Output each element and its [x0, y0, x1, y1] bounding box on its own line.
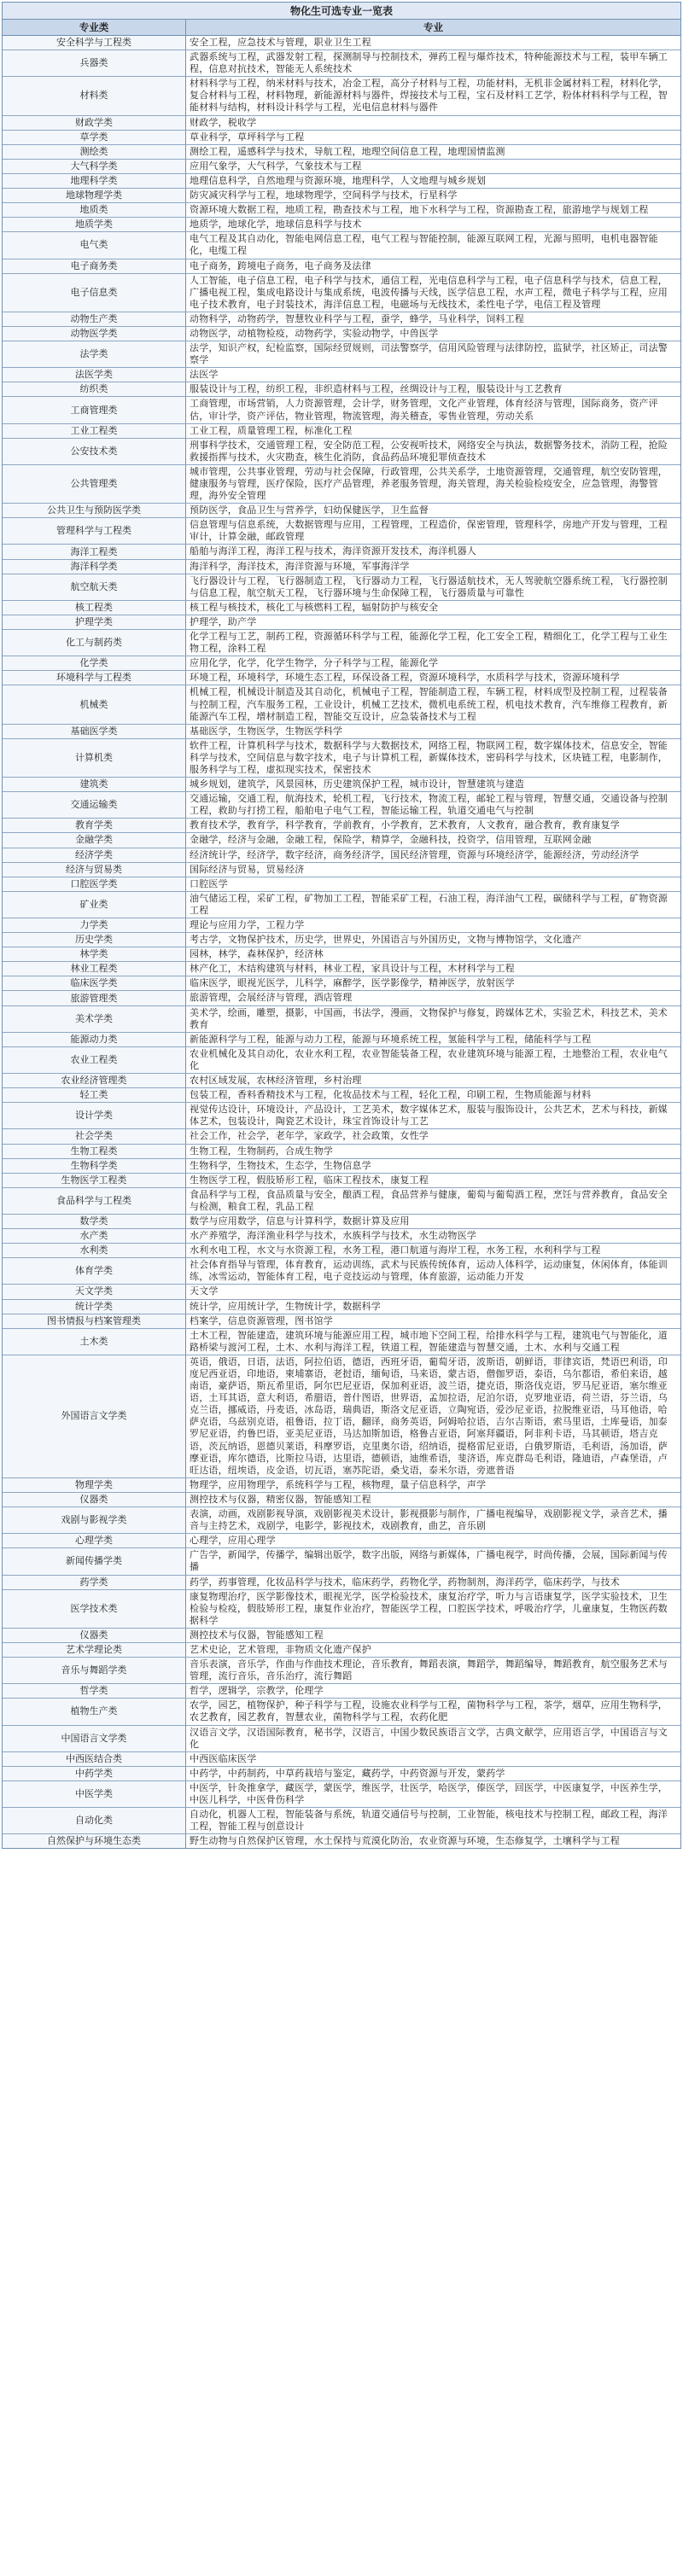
table-row	[3, 116, 680, 131]
table-row	[3, 1159, 680, 1174]
table-row	[3, 50, 680, 77]
table-row	[3, 1258, 680, 1285]
majors-cell: 预防医学，食品卫生与营养学，妇幼保健医学，卫生监督	[190, 504, 429, 516]
table-row	[3, 1767, 680, 1781]
majors-cell: 交通运输，交通工程，航海技术，轮机工程，飞行技术，物流工程，邮轮工程与管理，智慧交通，交通设备与控制工程，救助与打捞工程，船舶电子电气工程，智能运输工程，轨道交通电气与控制	[190, 793, 668, 817]
category-cell: 纺织类	[3, 382, 186, 396]
table-row	[3, 560, 680, 574]
category-cell: 农业工程类	[3, 1047, 186, 1073]
majors-cell: 核工程与核技术，核化工与核燃料工程，辐射防护与核安全	[190, 601, 439, 613]
table-row	[3, 630, 680, 656]
table-row	[3, 1088, 680, 1103]
majors-cell: 土木工程，智能建造，建筑环境与能源应用工程，城市地下空间工程，给排水科学与工程，建筑电气与智能化，道路桥梁与渡河工程，土木、水利与海洋工程，铁道工程，智能建造与智慧交通，土木、水利与交通工程	[190, 1329, 668, 1353]
category-cell: 艺术学理论类	[3, 1643, 186, 1657]
table-row	[3, 1752, 680, 1767]
category-cell: 音乐与舞蹈学类	[3, 1658, 186, 1683]
table-row	[3, 145, 680, 160]
table-row	[3, 504, 680, 518]
majors-cell: 动物科学，动物药学，智慧牧业科学与工程，蚕学，蜂学，马业科学，饲料工程	[190, 312, 524, 324]
table-row	[3, 1129, 680, 1144]
table-row	[3, 36, 680, 50]
table-title: 物化生可选专业一览表	[3, 3, 680, 20]
table-row	[3, 131, 680, 145]
majors-cell: 材料科学与工程，纳米材料与技术，冶金工程，高分子材料与工程，功能材料，无机非金属材料工程，材料化学，复合材料与工程，材料物理，新能源材料与器件，焊接技术与工程，宝石及材料工艺学，粉体材料科学与工程，智能材料与结构，材料设计科学与工程，光电信息材料与器件	[190, 78, 668, 114]
category-cell: 大气科学类	[3, 160, 186, 173]
majors-cell: 财政学，税收学	[190, 116, 257, 128]
majors-cell: 生物医学工程，假肢矫形工程，临床工程技术，康复工程	[190, 1174, 429, 1186]
category-cell: 公安技术类	[3, 439, 186, 464]
category-cell: 公共卫生与预防医学类	[3, 504, 186, 517]
table-row	[3, 947, 680, 962]
category-cell: 核工程类	[3, 601, 186, 615]
table-row	[3, 918, 680, 933]
category-cell: 中药学类	[3, 1767, 186, 1780]
majors-cell: 草业科学，草坪科学与工程	[190, 131, 305, 143]
majors-cell: 中医学，针灸推拿学，藏医学，蒙医学，维医学，壮医学，哈医学，傣医学，回医学，中医康复学，中医养生学，中医儿科学，中医骨伤科学	[190, 1781, 668, 1805]
majors-cell: 测绘工程，遥感科学与技术，导航工程，地理空间信息工程，地理国情监测	[190, 145, 505, 157]
majors-cell: 汉语言文学，汉语国际教育，秘书学，汉语言，中国少数民族语言文学，古典文献学，应用语言学，中国语言与文化	[190, 1726, 668, 1750]
table-row	[3, 341, 680, 368]
majors-cell: 工业工程，质量管理工程，标准化工程	[190, 424, 353, 436]
category-cell: 兵器类	[3, 50, 186, 76]
majors-cell: 美术学，绘画，雕塑，摄影，中国画，书法学，漫画，文物保护与修复，跨媒体艺术，实验艺术，科技艺术，美术教育	[190, 1006, 668, 1030]
majors-cell: 化学工程与工艺，制药工程，资源循环科学与工程，能源化学工程，化工安全工程，精细化工，化学工程与工业生物工程，涂料工程	[190, 631, 668, 655]
category-cell: 土木类	[3, 1329, 186, 1355]
majors-cell: 法医学	[190, 369, 219, 381]
majors-cell: 电气工程及其自动化，智能电网信息工程，电气工程与智能控制，能源互联网工程，光源与照明，电机电器智能化，电缆工程	[190, 233, 658, 257]
table-row	[3, 160, 680, 174]
majors-cell: 信息管理与信息系统，大数据管理与应用，工程管理，工程造价，保密管理，管理科学，房地产开发与管理，工程审计，计算金融，邮政管理	[190, 519, 668, 543]
majors-cell: 教育技术学，教育学，科学教育，学前教育，小学教育，艺术教育，人文教育，融合教育，教育康复学	[190, 819, 620, 831]
category-cell: 水产类	[3, 1229, 186, 1243]
majors-cell: 防灾减灾科学与工程，地球物理学，空间科学与技术，行星科学	[190, 189, 458, 201]
category-cell: 动物医学类	[3, 327, 186, 341]
table-row	[3, 877, 680, 892]
category-cell: 力学类	[3, 918, 186, 932]
category-cell: 中西医结合类	[3, 1752, 186, 1766]
category-cell: 哲学类	[3, 1684, 186, 1698]
table-row	[3, 259, 680, 274]
category-cell: 金融学类	[3, 833, 186, 847]
category-cell: 中国语言文学类	[3, 1726, 186, 1751]
category-cell: 管理科学与工程类	[3, 518, 186, 544]
table-row	[3, 976, 680, 991]
category-cell: 口腔医学类	[3, 877, 186, 891]
category-cell: 林业工程类	[3, 962, 186, 976]
category-cell: 经济学类	[3, 848, 186, 862]
category-cell: 地质类	[3, 203, 186, 217]
table-row	[3, 739, 680, 778]
category-cell: 法医学类	[3, 368, 186, 382]
table-row	[3, 1781, 680, 1808]
category-cell: 海洋工程类	[3, 545, 186, 558]
category-cell: 旅游管理类	[3, 991, 186, 1005]
category-cell: 设计学类	[3, 1103, 186, 1128]
majors-cell: 社会工作，社会学，老年学，家政学，社会政策，女性学	[190, 1130, 429, 1142]
majors-cell: 武器系统与工程，武器发射工程，探测制导与控制技术，弹药工程与爆炸技术，特种能源技术与工程，装甲车辆工程，信息对抗技术，智能无人系统技术	[190, 51, 668, 75]
table-row	[3, 725, 680, 739]
category-cell: 物理学类	[3, 1478, 186, 1492]
majors-cell: 水产养殖学，海洋渔业科学与技术，水族科学与技术，水生动物医学	[190, 1230, 476, 1242]
majors-cell: 林产化工，木结构建筑与材料，林业工程，家具设计与工程，木材科学与工程	[190, 963, 515, 975]
majors-cell: 生物工程，生物制药，合成生物学	[190, 1145, 333, 1157]
majors-cell: 动物医学，动植物检疫，动物药学，实验动物学，中兽医学	[190, 327, 439, 339]
table-row	[3, 1590, 680, 1629]
table-row	[3, 1658, 680, 1684]
category-cell: 仪器类	[3, 1493, 186, 1507]
table-row	[3, 819, 680, 833]
category-cell: 天文学类	[3, 1285, 186, 1298]
majors-cell: 统计学，应用统计学，生物统计学，数据科学	[190, 1300, 381, 1312]
table-row	[3, 1699, 680, 1725]
category-cell: 电子商务类	[3, 259, 186, 273]
category-cell: 统计学类	[3, 1300, 186, 1314]
table-row	[3, 1174, 680, 1188]
table-row	[3, 203, 680, 218]
category-cell: 新闻传播学类	[3, 1548, 186, 1574]
majors-cell: 安全工程，应急技术与管理，职业卫生工程	[190, 37, 371, 48]
category-cell: 美术学类	[3, 1006, 186, 1032]
table-row	[3, 1684, 680, 1699]
majors-cell: 农学，园艺，植物保护，种子科学与工程，设施农业科学与工程，菌物科学与工程，茶学，烟草，应用生物科学，农艺教育，园艺教育，智慧农业，菌物科学与工程，农药化肥	[190, 1699, 668, 1723]
category-cell: 化工与制药类	[3, 630, 186, 656]
majors-cell: 临床医学，眼视光医学，儿科学，麻醉学，医学影像学，精神医学，放射医学	[190, 977, 515, 989]
category-cell: 护理学类	[3, 615, 186, 629]
category-cell: 轻工类	[3, 1088, 186, 1102]
table-row	[3, 991, 680, 1005]
majors-cell: 理论与应用力学，工程力学	[190, 919, 305, 930]
table-row	[3, 382, 680, 397]
category-cell: 仪器类	[3, 1629, 186, 1642]
category-cell: 临床医学类	[3, 976, 186, 990]
table-row	[3, 1006, 680, 1033]
table-row	[3, 77, 680, 115]
majors-cell: 社会体育指导与管理，体育教育，运动训练，武术与民族传统体育，运动人体科学，运动康复，休闲体育，体能训练，冰雪运动，智能体育工程，电子竞技运动与管理，体育旅游，运动能力开发	[190, 1259, 668, 1283]
majors-cell: 音乐表演，音乐学，作曲与作曲技术理论，音乐教育，舞蹈表演，舞蹈学，舞蹈编导，舞蹈教育，航空服务艺术与管理，流行音乐，音乐治疗，流行舞蹈	[190, 1658, 668, 1682]
table-row	[3, 274, 680, 312]
majors-cell: 刑事科学技术，交通管理工程，安全防范工程，公安视听技术，网络安全与执法，数据警务技术，消防工程，抢险救援指挥与技术，火灾勘查，核生化消防，食品药品环境犯罪侦查技术	[190, 439, 668, 463]
table-row	[3, 833, 680, 848]
category-cell: 体育学类	[3, 1258, 186, 1284]
category-cell: 电子信息类	[3, 274, 186, 312]
category-cell: 教育学类	[3, 819, 186, 832]
category-cell: 食品科学与工程类	[3, 1188, 186, 1214]
majors-cell: 园林，林学，森林保护，经济林	[190, 948, 324, 960]
table-row	[3, 545, 680, 559]
majors-cell: 包装工程，香料香精技术与工程，化妆品技术与工程，轻化工程，印刷工程，生物质能源与材料	[190, 1089, 592, 1101]
category-cell: 植物生产类	[3, 1699, 186, 1724]
majors-cell: 服装设计与工程，纺织工程，非织造材料与工程，丝绸设计与工程，服装设计与工艺教育	[190, 383, 563, 395]
majors-cell: 艺术史论，艺术管理，非物质文化遗产保护	[190, 1643, 371, 1655]
majors-cell: 电子商务，跨境电子商务，电子商务及法律	[190, 259, 371, 271]
table-row	[3, 312, 680, 327]
majors-cell: 城乡规划，建筑学，风景园林，历史建筑保护工程，城市设计，智慧建筑与建造	[190, 778, 524, 790]
table-row	[3, 1534, 680, 1548]
category-cell: 地理科学类	[3, 174, 186, 188]
table-header	[3, 20, 680, 36]
majors-cell: 基础医学，生物医学，生物医学科学	[190, 725, 343, 737]
table-row	[3, 232, 680, 259]
majors-cell: 法学，知识产权，纪检监察，国际经贸规则，司法警察学，信用风险管理与法律防控，监狱学，社区矫正，司法警察学	[190, 342, 668, 366]
table-row	[3, 465, 680, 504]
category-cell: 外国语言文学类	[3, 1355, 186, 1477]
majors-table	[2, 2, 681, 1849]
category-cell: 历史学类	[3, 933, 186, 947]
majors-cell: 资源环境大数据工程，地质工程，勘查技术与工程，地下水科学与工程，资源勘查工程，旅游地学与规划工程	[190, 204, 649, 216]
table-row	[3, 1355, 680, 1478]
majors-cell: 考古学，文物保护技术，历史学，世界史，外国语言与外国历史，文物与博物馆学，文化遗产	[190, 934, 582, 946]
majors-cell: 天文学	[190, 1285, 219, 1297]
table-row	[3, 792, 680, 819]
category-cell: 林学类	[3, 947, 186, 961]
table-row	[3, 1188, 680, 1215]
majors-cell: 口腔医学	[190, 877, 228, 889]
table-row	[3, 962, 680, 976]
table-row	[3, 848, 680, 863]
majors-cell: 环境工程，环境科学，环境生态工程，环保设备工程，资源环境科学，水质科学与技术，资源环境科学	[190, 672, 620, 684]
table-row	[3, 656, 680, 671]
table-row	[3, 1033, 680, 1047]
category-cell: 工商管理类	[3, 397, 186, 423]
majors-cell: 应用化学，化学，化学生物学，分子科学与工程，能源化学	[190, 657, 439, 669]
majors-cell: 数学与应用数学，信息与计算科学，数据计算及应用	[190, 1215, 410, 1227]
category-cell: 中医学类	[3, 1781, 186, 1807]
majors-cell: 金融学，经济与金融，金融工程，保险学，精算学，金融科技，投资学，信用管理，互联网金融	[190, 834, 592, 846]
table-row	[3, 778, 680, 792]
majors-cell: 药学，药事管理，化妆品科学与技术，临床药学，药物化学，药物制剂，海洋药学，临床药学，与技术	[190, 1576, 620, 1588]
table-row	[3, 1074, 680, 1088]
category-cell: 草学类	[3, 131, 186, 144]
category-cell: 动物生产类	[3, 312, 186, 326]
table-row	[3, 218, 680, 232]
category-cell: 水利类	[3, 1244, 186, 1257]
category-cell: 环境科学与工程类	[3, 671, 186, 685]
table-row	[3, 601, 680, 615]
category-cell: 农业经济管理类	[3, 1074, 186, 1087]
majors-cell: 新能源科学与工程，能源与动力工程，能源与环境系统工程，氢能科学与工程，储能科学与工程	[190, 1033, 592, 1045]
table-row	[3, 1507, 680, 1534]
category-cell: 建筑类	[3, 778, 186, 791]
table-row	[3, 189, 680, 203]
category-cell: 电气类	[3, 232, 186, 258]
majors-cell: 机械工程，机械设计制造及其自动化，机械电子工程，智能制造工程，车辆工程，材料成型及控制工程，过程装备与控制工程，汽车服务工程，工业设计，机械工艺技术，微机电系统工程，机电技术教育，汽车维修工程教育，新能源汽车工程，增材制造工程，智能交互设计，应急装备技术与工程	[190, 686, 668, 722]
table-row	[3, 327, 680, 341]
majors-cell: 中西医临床医学	[190, 1752, 257, 1764]
category-cell: 工业工程类	[3, 424, 186, 438]
majors-cell: 经济统计学，经济学，数字经济，商务经济学，国民经济管理，资源与环境经济学，能源经济，劳动经济学	[190, 848, 639, 860]
category-cell: 戏剧与影视学类	[3, 1507, 186, 1533]
majors-cell: 地质学，地球化学，地球信息科学与技术	[190, 219, 362, 230]
majors-cell: 表演，动画，戏剧影视导演，戏剧影视美术设计，影视摄影与制作，广播电视编导，戏剧影视文学，录音艺术，播音与主持艺术，戏剧学，电影学，影视技术，戏剧教育，曲艺，音乐剧	[190, 1508, 668, 1532]
majors-cell: 康复物理治疗，医学影像技术，眼视光学，医学检验技术，康复治疗学，听力与言语康复学，医学实验技术，卫生检验与检疫，假肢矫形工程，康复作业治疗，智能医学工程，口腔医学技术，呼吸治疗学，儿童康复，生物医药数据科学	[190, 1590, 668, 1626]
table-row	[3, 424, 680, 439]
table-row	[3, 1329, 680, 1355]
category-cell: 生物工程类	[3, 1145, 186, 1158]
table-row	[3, 1103, 680, 1129]
majors-cell: 飞行器设计与工程，飞行器制造工程，飞行器动力工程，飞行器适航技术，无人驾驶航空器系统工程，飞行器控制与信息工程，航空航天工程，飞行器环境与生命保障工程，飞行器质量与可靠性	[190, 574, 668, 598]
table-row	[3, 1215, 680, 1229]
table-row	[3, 1478, 680, 1493]
category-cell: 自动化类	[3, 1808, 186, 1833]
table-row	[3, 1548, 680, 1575]
category-cell: 公共管理类	[3, 465, 186, 503]
category-cell: 计算机类	[3, 739, 186, 777]
table-row	[3, 1643, 680, 1658]
table-row	[3, 685, 680, 724]
category-cell: 自然保护与环境生态类	[3, 1834, 186, 1848]
category-cell: 地球物理学类	[3, 189, 186, 202]
majors-cell: 视觉传达设计，环境设计，产品设计，工艺美术，数字媒体艺术，服装与服饰设计，公共艺术，艺术与科技，新媒体艺术，包装设计，陶瓷艺术设计，珠宝首饰设计与工艺	[190, 1104, 668, 1128]
majors-cell: 物理学，应用物理学，系统科学与工程，核物理，量子信息科学，声学	[190, 1478, 487, 1490]
category-cell: 安全科学与工程类	[3, 36, 186, 50]
table-row	[3, 1145, 680, 1159]
majors-cell: 心理学，应用心理学	[190, 1535, 276, 1547]
majors-cell: 中药学，中药制药，中草药栽培与鉴定，藏药学，中药资源与开发，蒙药学	[190, 1767, 505, 1779]
table-row	[3, 1229, 680, 1244]
table-row	[3, 933, 680, 947]
category-cell: 交通运输类	[3, 792, 186, 818]
category-cell: 能源动力类	[3, 1033, 186, 1046]
majors-cell: 软件工程，计算机科学与技术，数据科学与大数据技术，网络工程，物联网工程，数字媒体技术，信息安全，智能科学与技术，空间信息与数字技术，电子与计算机工程，新媒体技术，密码科学与技术，区块链工程，电影制作，服务科学与工程，虚拟现实技术，保密技术	[190, 739, 668, 775]
table-row	[3, 574, 680, 601]
majors-cell: 哲学，逻辑学，宗教学，伦理学	[190, 1685, 324, 1697]
majors-cell: 野生动物与自然保护区管理，水土保持与荒漠化防治，农业资源与环境，生态修复学，土壤科学与工程	[190, 1835, 620, 1847]
category-cell: 药学类	[3, 1576, 186, 1589]
table-row	[3, 863, 680, 877]
table-row	[3, 1726, 680, 1752]
majors-cell: 农业机械化及其自动化，农业水利工程，农业智能装备工程，农业建筑环境与能源工程，土地整治工程，农业电气化	[190, 1047, 668, 1071]
table-row	[3, 1047, 680, 1074]
majors-cell: 护理学，助产学	[190, 615, 257, 627]
majors-cell: 油气储运工程，采矿工程，矿物加工工程，智能采矿工程，石油工程，海洋油气工程，碳储科学与工程，矿物资源工程	[190, 892, 668, 916]
table-row	[3, 615, 680, 630]
table-row	[3, 174, 680, 189]
category-cell: 矿业类	[3, 892, 186, 918]
category-cell: 医学技术类	[3, 1590, 186, 1628]
majors-cell: 人工智能，电子信息工程，电子科学与技术，通信工程，光电信息科学与工程，电子信息科学与技术，信息工程，广播电视工程，集成电路设计与集成系统，电波传播与天线，医学信息工程，水声工程，微电子科学与工程，应用电子技术教育，电子封装技术，海洋信息工程，电磁场与无线技术，柔性电子学，电信工程及管理	[190, 274, 668, 310]
table-row	[3, 1300, 680, 1314]
category-cell: 地质学类	[3, 218, 186, 231]
category-cell: 海洋科学类	[3, 560, 186, 574]
table-row	[3, 518, 680, 545]
category-cell: 化学类	[3, 656, 186, 670]
majors-cell: 测控技术与仪器，智能感知工程	[190, 1629, 324, 1641]
majors-cell: 地理信息科学，自然地理与资源环境，地理科学，人文地理与城乡规划	[190, 174, 487, 186]
majors-cell: 工商管理，市场营销，人力资源管理，会计学，财务管理，文化产业管理，体育经济与管理，国际商务，资产评估，审计学，资产评估，物业管理，物流管理，海关稽查，零售业管理，劳动关系	[190, 398, 658, 422]
header-majors: 专业	[423, 21, 443, 33]
majors-cell: 英语，俄语，日语，法语，阿拉伯语，德语，西班牙语，葡萄牙语，波斯语，朝鲜语，菲律宾语，梵语巴利语，印度尼西亚语，印地语，柬埔寨语，老挝语，缅甸语，马来语，蒙古语，僧伽罗语，泰语，乌尔都语，希伯来语，越南语，豪萨语，斯瓦希里语，阿尔巴尼亚语，保加利亚语，波兰语，捷克语，斯洛伐克语，罗马尼亚语，塞尔维亚语，土耳其语，意大利语，希腊语，普什图语，世界语，孟加拉语，尼泊尔语，克罗地亚语，荷兰语，芬兰语，乌克兰语，挪威语，丹麦语，冰岛语，瑞典语，斯洛文尼亚语，立陶宛语，爱沙尼亚语，拉脱维亚语，马耳他语，哈萨克语，乌兹别克语，祖鲁语，拉丁语，翻译，商务英语，阿姆哈拉语，吉尔吉斯语，索马里语，土库曼语，加泰罗尼亚语，约鲁巴语，亚美尼亚语，马达加斯加语，格鲁吉亚语，阿塞拜疆语，阿非利卡语，马其顿语，塔吉克语，茨瓦纳语，恩德贝莱语，科摩罗语，克里奥尔语，绍纳语，提格雷尼亚语，白俄罗斯语，毛利语，汤加语，萨摩亚语，库尔德语，比斯拉马语，达里语，德顿语，迪维希语，斐济语，库克群岛毛利语，隆迪语，卢森堡语，卢旺达语，纽埃语，皮金语，切瓦语，塞苏陀语，桑戈语，泰米尔语，旁遮普语	[190, 1355, 668, 1476]
category-cell: 社会学类	[3, 1129, 186, 1143]
category-cell: 材料类	[3, 77, 186, 114]
category-cell: 生物科学类	[3, 1159, 186, 1173]
table-row	[3, 368, 680, 382]
majors-cell: 国际经济与贸易，贸易经济	[190, 863, 305, 875]
table-row	[3, 439, 680, 465]
majors-cell: 食品科学与工程，食品质量与安全，酿酒工程，食品营养与健康，葡萄与葡萄酒工程，烹饪与营养教育，食品安全与检测，粮食工程，乳品工程	[190, 1188, 668, 1212]
majors-cell: 档案学，信息资源管理，图书馆学	[190, 1314, 333, 1326]
majors-cell: 旅游管理，会展经济与管理，酒店管理	[190, 992, 353, 1004]
majors-cell: 农村区域发展，农林经济管理，乡村治理	[190, 1075, 362, 1087]
table-row	[3, 397, 680, 423]
category-cell: 心理学类	[3, 1534, 186, 1547]
category-cell: 法学类	[3, 341, 186, 367]
table-row	[3, 1834, 680, 1848]
majors-cell: 生物科学，生物技术，生态学，生物信息学	[190, 1159, 371, 1171]
category-cell: 基础医学类	[3, 725, 186, 738]
majors-cell: 应用气象学，大气科学，气象技术与工程	[190, 160, 362, 172]
table-row	[3, 1576, 680, 1590]
majors-cell: 城市管理，公共事业管理，劳动与社会保障，行政管理，公共关系学，土地资源管理，交通管理，航空安防管理，健康服务与管理，医疗保险，医疗产品管理，养老服务管理，海关管理，海关检验检疫安全，应急管理，海警管理，海外安全管理	[190, 465, 668, 502]
table-row	[3, 1493, 680, 1507]
category-cell: 测绘类	[3, 145, 186, 159]
majors-cell: 船舶与海洋工程，海洋工程与技术，海洋资源开发技术，海洋机器人	[190, 545, 476, 557]
table-row	[3, 671, 680, 685]
table-row	[3, 1808, 680, 1834]
majors-cell: 广告学，新闻学，传播学，编辑出版学，数字出版，网络与新媒体，广播电视学，时尚传播，会展，国际新闻与传播	[190, 1549, 668, 1573]
category-cell: 经济与贸易类	[3, 863, 186, 877]
table-body	[3, 36, 680, 1848]
table-row	[3, 1244, 680, 1258]
table-row	[3, 1314, 680, 1329]
category-cell: 航空航天类	[3, 574, 186, 600]
majors-cell: 自动化，机器人工程，智能装备与系统，轨道交通信号与控制，工业智能，核电技术与控制工程，邮政工程，海洋工程，智能工程与创意设计	[190, 1809, 668, 1833]
header-category: 专业类	[3, 20, 186, 35]
table-row	[3, 1629, 680, 1643]
majors-cell: 测控技术与仪器，精密仪器，智能感知工程	[190, 1493, 371, 1505]
majors-cell: 水利水电工程，水文与水资源工程，水务工程，港口航道与海岸工程，水务工程，水利科学与工程	[190, 1244, 601, 1256]
category-cell: 机械类	[3, 685, 186, 723]
category-cell: 生物医学工程类	[3, 1174, 186, 1187]
table-row	[3, 1285, 680, 1299]
table-row	[3, 892, 680, 918]
category-cell: 图书情报与档案管理类	[3, 1314, 186, 1328]
category-cell: 财政学类	[3, 116, 186, 130]
category-cell: 数学类	[3, 1215, 186, 1228]
majors-cell: 海洋科学，海洋技术，海洋资源与环境，军事海洋学	[190, 560, 410, 572]
